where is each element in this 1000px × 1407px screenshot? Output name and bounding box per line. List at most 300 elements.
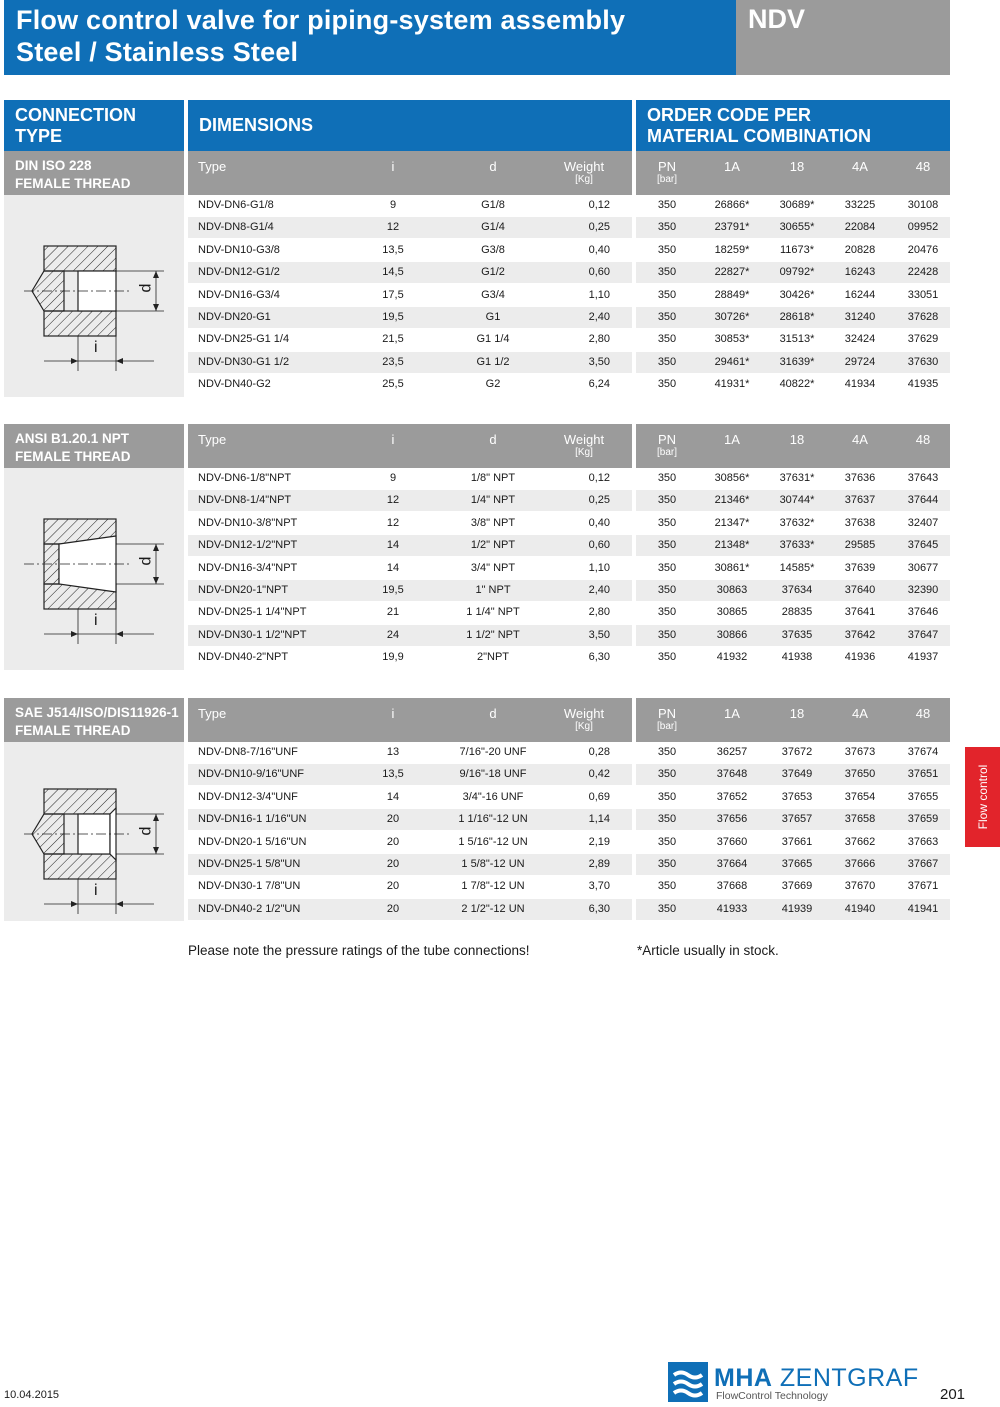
drawing-label-d: d <box>137 556 155 566</box>
table-row <box>188 352 950 373</box>
table-row <box>188 513 950 534</box>
cell-i: 12 <box>386 221 400 234</box>
cell-48: 37671 <box>907 880 939 893</box>
drawing-label-i: i <box>94 612 98 629</box>
cell-weight: 0,40 <box>588 516 610 529</box>
cell-48: 37647 <box>907 628 939 641</box>
cell-weight: 3,50 <box>588 355 610 368</box>
title-bar <box>4 0 736 75</box>
column-material-4a: 4A <box>852 706 868 721</box>
brand-name-rest: ZENTGRAF <box>772 1364 919 1392</box>
product-code: NDV <box>736 0 950 75</box>
cell-4a: 37636 <box>844 472 876 484</box>
cell-18: 37634 <box>781 584 813 596</box>
column-pn-label: PN <box>657 432 677 447</box>
cell-48: 37674 <box>907 746 939 758</box>
cell-4a: 41936 <box>844 651 876 664</box>
cell-pn: 350 <box>657 311 677 323</box>
cell-1a: 37656 <box>716 813 748 826</box>
connection-title <box>4 151 184 193</box>
cell-4a: 37641 <box>844 606 876 619</box>
table-row <box>188 625 950 646</box>
cell-i: 13 <box>386 746 400 758</box>
column-i: i <box>391 706 395 721</box>
column-weight-unit: [Kg] <box>575 447 593 458</box>
cell-4a: 37639 <box>844 561 876 574</box>
cell-weight: 2,89 <box>588 858 610 870</box>
cell-weight: 6,24 <box>588 378 610 391</box>
cell-4a: 29585 <box>844 539 876 552</box>
cell-d: 3/4" NPT <box>470 561 516 574</box>
cell-i: 17,5 <box>382 288 404 301</box>
connection-drawing <box>4 742 184 921</box>
order-code-column-header <box>636 424 950 468</box>
cell-i: 9 <box>389 472 397 484</box>
cell-pn: 350 <box>657 333 677 346</box>
cell-48: 37663 <box>907 835 939 848</box>
cell-weight: 0,40 <box>588 243 610 256</box>
table-row <box>188 240 950 261</box>
dimensions-column-header <box>188 698 632 742</box>
cell-d: 2 1/2"-12 UN <box>461 902 525 915</box>
cell-type: NDV-DN30-1 7/8"UN <box>198 880 301 893</box>
cell-48: 22428 <box>907 266 939 279</box>
column-d: d <box>489 432 497 447</box>
column-material-4a: 4A <box>852 159 868 174</box>
cell-d: G3/4 <box>481 288 505 301</box>
brand-tagline: FlowControl Technology <box>716 1390 828 1402</box>
table-row <box>188 262 950 283</box>
cell-pn: 350 <box>657 288 677 301</box>
page-title: Flow control valve for piping-system assembly <box>16 5 626 35</box>
column-material-48: 48 <box>915 706 931 721</box>
cell-type: NDV-DN40-G2 <box>198 378 271 391</box>
cell-type: NDV-DN12-1/2"NPT <box>198 539 298 552</box>
cell-1a: 30726* <box>714 311 750 323</box>
cell-d: 3/8" NPT <box>470 516 516 529</box>
drawing-label-i: i <box>94 882 98 899</box>
cell-4a: 37638 <box>844 516 876 529</box>
cell-type: NDV-DN16-3/4"NPT <box>198 561 298 574</box>
column-pn <box>640 159 694 185</box>
cell-18: 41939 <box>781 902 813 915</box>
cell-weight: 0,60 <box>588 539 610 552</box>
cell-weight: 6,30 <box>588 651 610 664</box>
cell-4a: 16244 <box>844 288 876 301</box>
column-d: d <box>489 706 497 721</box>
cell-pn: 350 <box>657 494 677 507</box>
cell-i: 20 <box>386 858 400 870</box>
column-pn <box>640 432 694 458</box>
brand-name <box>714 1364 919 1393</box>
cell-1a: 37668 <box>716 880 748 893</box>
column-d: d <box>489 159 497 174</box>
cell-1a: 37648 <box>716 768 748 781</box>
cell-48: 37667 <box>907 858 939 870</box>
cell-weight: 0,28 <box>588 746 610 758</box>
dimensions-header <box>188 100 632 151</box>
cell-18: 37672 <box>781 746 813 758</box>
cell-1a: 30866 <box>716 628 748 641</box>
column-material-18: 18 <box>789 159 805 174</box>
cell-48: 37651 <box>907 768 939 781</box>
cell-1a: 29461* <box>714 355 750 368</box>
table-row <box>188 580 950 601</box>
cell-18: 37653 <box>781 790 813 803</box>
cell-48: 37659 <box>907 813 939 826</box>
column-material-48: 48 <box>915 432 931 447</box>
table-row <box>188 217 950 238</box>
column-pn-label: PN <box>657 706 677 721</box>
cell-i: 20 <box>386 880 400 893</box>
dimensions-label: DIMENSIONS <box>199 115 314 135</box>
cell-d: 3/4"-16 UNF <box>462 790 524 803</box>
cell-weight: 1,14 <box>588 813 610 826</box>
cell-4a: 37642 <box>844 628 876 641</box>
cell-type: NDV-DN16-1 1/16"UN <box>198 813 307 826</box>
cell-1a: 18259* <box>714 243 750 256</box>
cell-d: 2"NPT <box>476 651 510 664</box>
cell-type: NDV-DN40-2 1/2"UN <box>198 902 301 915</box>
section-sae-j514 <box>4 698 950 922</box>
cell-18: 28618* <box>779 311 815 323</box>
cell-d: G1 1/4 <box>476 333 510 346</box>
cell-weight: 0,12 <box>588 199 610 211</box>
cell-pn: 350 <box>657 902 677 915</box>
cell-i: 9 <box>389 199 397 211</box>
cell-type: NDV-DN20-1"NPT <box>198 584 289 596</box>
cell-48: 32407 <box>907 516 939 529</box>
cell-type: NDV-DN30-1 1/2"NPT <box>198 628 307 641</box>
connection-drawing <box>4 195 184 397</box>
connection-type-label: CONNECTION TYPE <box>15 104 136 146</box>
table-row <box>188 558 950 579</box>
cell-4a: 37637 <box>844 494 876 507</box>
cell-pn: 350 <box>657 516 677 529</box>
column-material-48: 48 <box>915 159 931 174</box>
cell-48: 20476 <box>907 243 939 256</box>
cell-weight: 2,40 <box>588 584 610 596</box>
drawing-label-d: d <box>137 826 155 836</box>
cell-1a: 21347* <box>714 516 750 529</box>
cell-4a: 41934 <box>844 378 876 391</box>
cell-4a: 41940 <box>844 902 876 915</box>
table-row <box>188 468 950 489</box>
cell-48: 30677 <box>907 561 939 574</box>
cell-d: 1 1/2" NPT <box>466 628 520 641</box>
cell-i: 24 <box>386 628 400 641</box>
cell-48: 41935 <box>907 378 939 391</box>
cell-4a: 37650 <box>844 768 876 781</box>
table-row <box>188 899 950 920</box>
cell-d: 1 5/16"-12 UN <box>458 835 528 848</box>
connection-title <box>4 424 184 466</box>
cell-pn: 350 <box>657 355 677 368</box>
table-row <box>188 647 950 668</box>
cell-d: G1/2 <box>481 266 505 279</box>
cell-i: 19,9 <box>382 651 404 664</box>
column-type: Type <box>198 706 227 721</box>
flow-control-tab[interactable] <box>965 747 1000 847</box>
cell-i: 21 <box>386 606 400 619</box>
cell-type: NDV-DN6-G1/8 <box>198 199 274 211</box>
column-material-1a: 1A <box>724 432 740 447</box>
table-row <box>188 195 950 216</box>
cell-4a: 16243 <box>844 266 876 279</box>
cell-type: NDV-DN25-G1 1/4 <box>198 333 290 346</box>
table-row <box>188 307 950 328</box>
cell-weight: 2,80 <box>588 606 610 619</box>
drawing-label-i: i <box>94 339 98 356</box>
column-pn-unit: [bar] <box>656 447 677 458</box>
cell-d: 1/2" NPT <box>470 539 516 552</box>
cell-pn: 350 <box>657 628 677 641</box>
cell-type: NDV-DN8-1/4"NPT <box>198 494 292 507</box>
cell-pn: 350 <box>657 813 677 826</box>
cell-1a: 30861* <box>714 561 750 574</box>
dimensions-column-header <box>188 151 632 195</box>
cell-weight: 2,19 <box>588 835 610 848</box>
connection-title-line1: ANSI B1.20.1 NPT <box>15 431 130 446</box>
cell-4a: 20828 <box>844 243 876 256</box>
cell-48: 32390 <box>907 584 939 596</box>
cell-1a: 30856* <box>714 472 750 484</box>
cell-48: 37646 <box>907 606 939 619</box>
column-pn-unit: [bar] <box>656 721 677 732</box>
cell-type: NDV-DN10-G3/8 <box>198 243 280 256</box>
column-material-4a: 4A <box>852 432 868 447</box>
cell-pn: 350 <box>657 606 677 619</box>
cell-1a: 37660 <box>716 835 748 848</box>
connection-header <box>4 698 184 742</box>
cell-type: NDV-DN20-G1 <box>198 311 271 323</box>
cell-d: 1 5/8"-12 UN <box>461 858 525 870</box>
connection-title-line1: SAE J514/ISO/DIS11926-1 <box>15 705 179 720</box>
pressure-note: Please note the pressure ratings of the tube connections! <box>188 943 530 958</box>
cell-pn: 350 <box>657 651 677 664</box>
cell-type: NDV-DN10-3/8"NPT <box>198 516 298 529</box>
cell-48: 37628 <box>907 311 939 323</box>
cell-18: 37633* <box>779 539 815 552</box>
cell-48: 37630 <box>907 355 939 368</box>
cell-1a: 23791* <box>714 221 750 234</box>
cell-1a: 21346* <box>714 494 750 507</box>
order-code-label-2: MATERIAL COMBINATION <box>647 125 871 146</box>
cell-i: 20 <box>386 813 400 826</box>
table-row <box>188 374 950 395</box>
cell-18: 37632* <box>779 516 815 529</box>
cell-48: 37629 <box>907 333 939 346</box>
cell-i: 21,5 <box>382 333 404 346</box>
cell-18: 37649 <box>781 768 813 781</box>
cell-weight: 2,40 <box>588 311 610 323</box>
cell-pn: 350 <box>657 539 677 552</box>
cell-pn: 350 <box>657 561 677 574</box>
cell-i: 20 <box>386 902 400 915</box>
cell-1a: 30863 <box>716 584 748 596</box>
cell-type: NDV-DN6-1/8"NPT <box>198 472 292 484</box>
cell-pn: 350 <box>657 266 677 279</box>
cell-d: G1/4 <box>481 221 505 234</box>
table-row <box>188 787 950 808</box>
column-material-18: 18 <box>789 432 805 447</box>
cell-4a: 31240 <box>844 311 876 323</box>
cell-48: 30108 <box>907 199 939 211</box>
connection-title-line2: FEMALE THREAD <box>15 723 131 738</box>
stock-note: *Article usually in stock. <box>637 943 779 958</box>
cell-weight: 0,12 <box>588 472 610 484</box>
dimensions-column-header <box>188 424 632 468</box>
cell-i: 14,5 <box>382 266 404 279</box>
cell-48: 37644 <box>907 494 939 507</box>
cell-d: 9/16"-18 UNF <box>459 768 527 781</box>
cell-1a: 22827* <box>714 266 750 279</box>
column-pn <box>640 706 694 732</box>
cell-weight: 2,80 <box>588 333 610 346</box>
cell-i: 14 <box>386 539 400 552</box>
cell-18: 37631* <box>779 472 815 484</box>
cell-48: 41937 <box>907 651 939 664</box>
cell-weight: 3,70 <box>588 880 610 893</box>
cell-18: 30426* <box>779 288 815 301</box>
cell-i: 14 <box>386 561 400 574</box>
cell-type: NDV-DN20-1 5/16"UN <box>198 835 307 848</box>
cell-18: 37657 <box>781 813 813 826</box>
cell-type: NDV-DN12-3/4"UNF <box>198 790 298 803</box>
cell-4a: 37670 <box>844 880 876 893</box>
cell-4a: 37673 <box>844 746 876 758</box>
cell-4a: 33225 <box>844 199 876 211</box>
cell-type: NDV-DN25-1 5/8"UN <box>198 858 301 870</box>
column-pn-label: PN <box>657 159 677 174</box>
cell-weight: 1,10 <box>588 288 610 301</box>
connection-header <box>4 151 184 195</box>
cell-weight: 0,25 <box>588 221 610 234</box>
cell-pn: 350 <box>657 472 677 484</box>
cell-weight: 0,25 <box>588 494 610 507</box>
table-row <box>188 854 950 875</box>
cell-pn: 350 <box>657 584 677 596</box>
connection-title-line2: FEMALE THREAD <box>15 176 131 191</box>
cell-weight: 1,10 <box>588 561 610 574</box>
cell-18: 30689* <box>779 199 815 211</box>
cell-48: 37643 <box>907 472 939 484</box>
connection-type-header <box>4 100 184 151</box>
column-pn-unit: [bar] <box>656 174 677 185</box>
order-code-column-header <box>636 151 950 195</box>
page-number: 201 <box>940 1386 966 1403</box>
cell-i: 14 <box>386 790 400 803</box>
cell-i: 23,5 <box>382 355 404 368</box>
cell-pn: 350 <box>657 199 677 211</box>
table-row <box>188 602 950 623</box>
cell-weight: 3,50 <box>588 628 610 641</box>
cell-pn: 350 <box>657 835 677 848</box>
flow-control-tab-label: Flow control <box>975 764 990 830</box>
column-material-18: 18 <box>789 706 805 721</box>
table-row <box>188 285 950 306</box>
connection-title <box>4 698 184 740</box>
cell-pn: 350 <box>657 221 677 234</box>
cell-i: 25,5 <box>382 378 404 391</box>
column-weight-label: Weight <box>563 432 605 447</box>
cell-d: 1/4" NPT <box>470 494 516 507</box>
table-row <box>188 329 950 350</box>
cell-1a: 28849* <box>714 288 750 301</box>
cell-1a: 37652 <box>716 790 748 803</box>
drawing-label-d: d <box>137 283 155 293</box>
section-ansi-npt <box>4 424 950 672</box>
column-weight <box>548 706 620 732</box>
cell-i: 12 <box>386 494 400 507</box>
cell-48: 37655 <box>907 790 939 803</box>
cell-d: 7/16"-20 UNF <box>459 746 527 758</box>
cell-18: 30655* <box>779 221 815 234</box>
column-weight-unit: [Kg] <box>575 174 593 185</box>
cell-18: 11673* <box>779 243 815 256</box>
cell-48: 09952 <box>907 221 939 234</box>
column-weight-label: Weight <box>563 706 605 721</box>
cell-type: NDV-DN25-1 1/4"NPT <box>198 606 307 619</box>
cell-18: 30744* <box>779 494 815 507</box>
order-code-column-header <box>636 698 950 742</box>
cell-i: 20 <box>386 835 400 848</box>
table-row <box>188 535 950 556</box>
cell-i: 13,5 <box>382 243 404 256</box>
table-row <box>188 742 950 763</box>
cell-4a: 37654 <box>844 790 876 803</box>
cell-4a: 32424 <box>844 333 876 346</box>
cell-4a: 37666 <box>844 858 876 870</box>
cell-1a: 37664 <box>716 858 748 870</box>
cell-4a: 37658 <box>844 813 876 826</box>
cell-d: G1 <box>485 311 501 323</box>
cell-pn: 350 <box>657 768 677 781</box>
column-weight-unit: [Kg] <box>575 721 593 732</box>
cell-d: 1 1/16"-12 UN <box>458 813 528 826</box>
cell-type: NDV-DN30-G1 1/2 <box>198 355 290 368</box>
cell-pn: 350 <box>657 746 677 758</box>
section-din-iso-228 <box>4 151 950 399</box>
cell-4a: 29724 <box>844 355 876 368</box>
connection-drawing <box>4 468 184 670</box>
cell-weight: 0,60 <box>588 266 610 279</box>
cell-d: 1/8" NPT <box>470 472 516 484</box>
connection-title-line2: FEMALE THREAD <box>15 449 131 464</box>
footer-date: 10.04.2015 <box>4 1389 60 1401</box>
cell-d: G2 <box>485 378 501 391</box>
cell-4a: 22084 <box>844 221 876 234</box>
cell-1a: 26866* <box>714 199 750 211</box>
table-row <box>188 490 950 511</box>
cell-18: 14585* <box>779 561 815 574</box>
cell-18: 31513* <box>779 333 815 346</box>
cell-i: 19,5 <box>382 311 404 323</box>
cell-1a: 41932 <box>716 651 748 664</box>
connection-title-line1: DIN ISO 228 <box>15 158 92 173</box>
cell-d: G1 1/2 <box>476 355 510 368</box>
cell-18: 37635 <box>781 628 813 641</box>
cell-i: 13,5 <box>382 768 404 781</box>
cell-type: NDV-DN10-9/16"UNF <box>198 768 304 781</box>
cell-48: 37645 <box>907 539 939 552</box>
column-type: Type <box>198 159 227 174</box>
cell-18: 37661 <box>781 835 813 848</box>
cell-1a: 30865 <box>716 606 748 619</box>
table-row <box>188 832 950 853</box>
cell-1a: 21348* <box>714 539 750 552</box>
cell-18: 40822* <box>779 378 815 391</box>
